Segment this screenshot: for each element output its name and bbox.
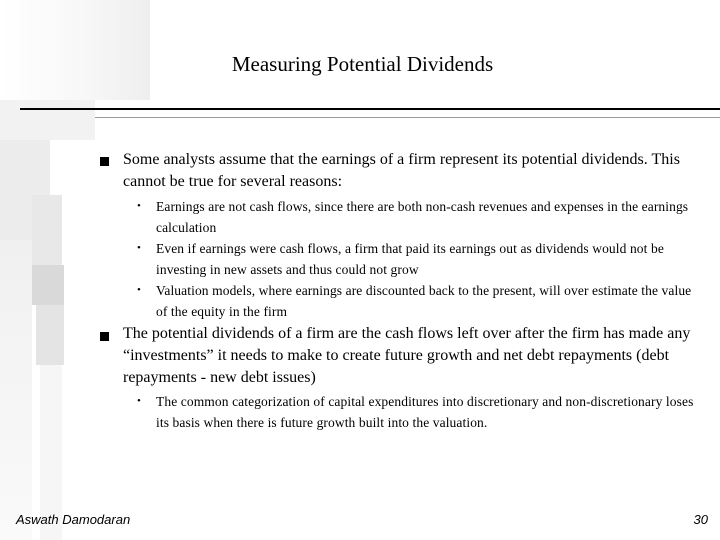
footer-author: Aswath Damodaran xyxy=(16,512,131,527)
bullet-text: Some analysts assume that the earnings of a firm represent its potential dividends. This cannot be true for several reasons: xyxy=(123,151,680,190)
sub-bullet-text: Valuation models, where earnings are discounted back to the present, will over estimate the value of the equity in the firm xyxy=(156,283,692,319)
sub-bullet-text: Even if earnings were cash flows, a firm that paid its earnings out as dividends would not be investing in new assets and thus could not grow xyxy=(156,241,664,277)
background-decoration xyxy=(32,195,62,265)
bullet-text: The potential dividends of a firm are the cash flows left over after the firm has made any “investments” it needs to make to create future growth and net debt repayments (debt repayments - new debt issues) xyxy=(123,325,691,386)
sub-bullet-text: The common categorization of capital expenditures into discretionary and non-discretionary loses its basis when there is future growth built into the valuation. xyxy=(156,394,694,430)
dot-bullet-icon: • xyxy=(137,242,141,254)
dot-bullet-icon: • xyxy=(137,200,141,212)
dot-bullet-icon: • xyxy=(137,284,141,296)
slide-title: Measuring Potential Dividends xyxy=(231,52,494,76)
background-decoration xyxy=(32,265,64,305)
title-divider-secondary xyxy=(95,117,720,118)
background-decoration xyxy=(36,305,64,365)
background-decoration xyxy=(0,0,150,100)
background-decoration xyxy=(0,240,32,540)
dot-bullet-icon: • xyxy=(137,395,141,407)
sub-bullet-text: Earnings are not cash flows, since there are both non-cash revenues and expenses in the earnings calculation xyxy=(156,199,689,235)
background-decoration xyxy=(0,100,95,140)
square-bullet-icon xyxy=(100,157,109,166)
title-divider xyxy=(20,108,720,110)
square-bullet-icon xyxy=(100,332,109,341)
page-number: 30 xyxy=(693,512,708,527)
